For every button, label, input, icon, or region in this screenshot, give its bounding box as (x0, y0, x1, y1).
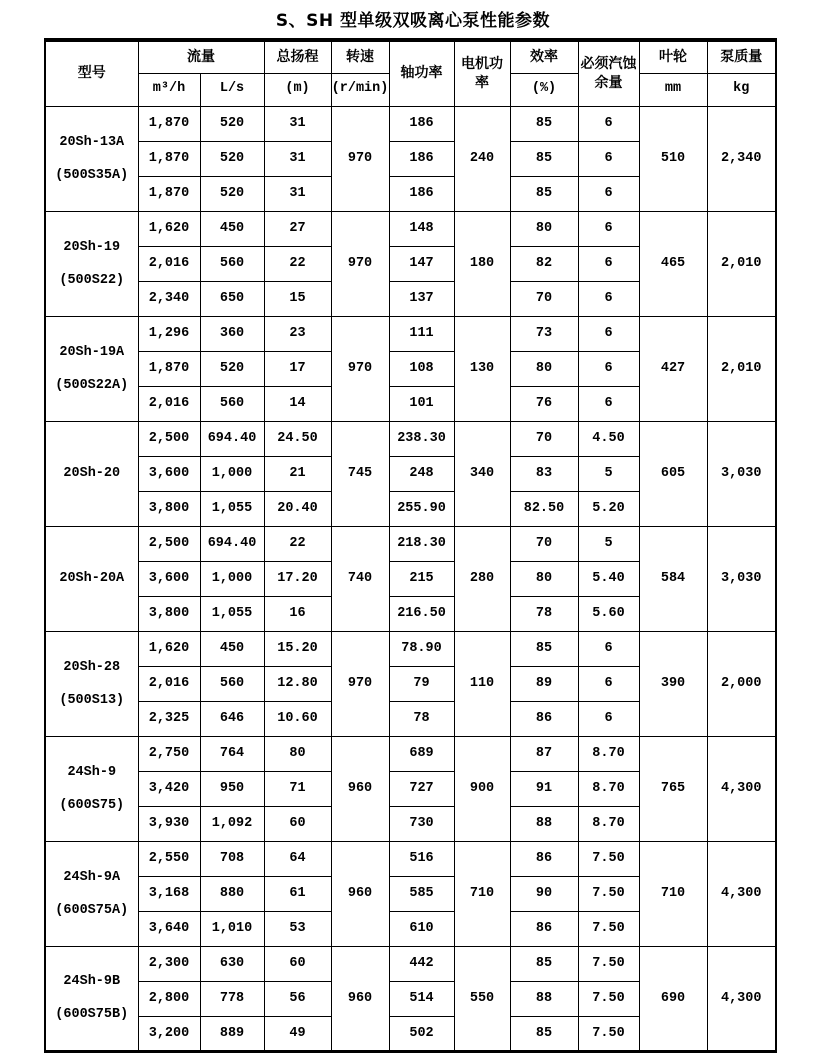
flow-ls-cell: 694.40 (200, 526, 264, 561)
model-subname: (600S75A) (55, 902, 129, 918)
col-header-flow-ls: L/s (200, 73, 264, 106)
efficiency-cell: 76 (510, 386, 578, 421)
flow-ls-cell: 560 (200, 666, 264, 701)
table-row (45, 421, 776, 456)
table-header (45, 40, 776, 106)
head-cell: 22 (264, 526, 331, 561)
shaft-power-cell: 78 (389, 701, 454, 736)
head-cell: 23 (264, 316, 331, 351)
npsh-cell: 6 (578, 141, 639, 176)
flow-ls-cell: 520 (200, 106, 264, 141)
head-cell: 17.20 (264, 561, 331, 596)
col-header-speed-unit: (r/min) (331, 73, 389, 106)
model-cell (45, 736, 138, 841)
impeller-cell: 584 (639, 526, 707, 631)
flow-m3h-cell: 2,300 (138, 946, 200, 981)
efficiency-cell: 83 (510, 456, 578, 491)
shaft-power-cell: 238.30 (389, 421, 454, 456)
mass-cell: 2,000 (707, 631, 776, 736)
flow-ls-cell: 520 (200, 351, 264, 386)
motor-power-cell: 130 (454, 316, 510, 421)
flow-ls-cell: 694.40 (200, 421, 264, 456)
npsh-cell: 5.60 (578, 596, 639, 631)
npsh-cell: 7.50 (578, 841, 639, 876)
model-name: 20Sh-28 (63, 659, 121, 675)
flow-ls-cell: 650 (200, 281, 264, 316)
col-header-impeller-unit: mm (639, 73, 707, 106)
model-subname: (500S35A) (55, 167, 129, 183)
impeller-cell: 465 (639, 211, 707, 316)
mass-cell: 4,300 (707, 736, 776, 841)
flow-m3h-cell: 3,930 (138, 806, 200, 841)
flow-m3h-cell: 2,550 (138, 841, 200, 876)
flow-m3h-cell: 2,325 (138, 701, 200, 736)
impeller-cell: 690 (639, 946, 707, 1051)
npsh-cell: 6 (578, 386, 639, 421)
npsh-cell: 6 (578, 631, 639, 666)
shaft-power-cell: 216.50 (389, 596, 454, 631)
head-cell: 21 (264, 456, 331, 491)
npsh-cell: 6 (578, 701, 639, 736)
npsh-cell: 7.50 (578, 876, 639, 911)
efficiency-cell: 80 (510, 561, 578, 596)
efficiency-cell: 85 (510, 946, 578, 981)
shaft-power-cell: 730 (389, 806, 454, 841)
shaft-power-cell: 610 (389, 911, 454, 946)
col-header-impeller: 叶轮 (639, 40, 707, 73)
efficiency-cell: 85 (510, 631, 578, 666)
impeller-cell: 710 (639, 841, 707, 946)
model-name: 20Sh-20 (63, 466, 121, 481)
flow-ls-cell: 1,010 (200, 911, 264, 946)
table-row (45, 106, 776, 141)
efficiency-cell: 70 (510, 526, 578, 561)
npsh-cell: 6 (578, 281, 639, 316)
flow-m3h-cell: 2,016 (138, 666, 200, 701)
model-subname: (600S75B) (55, 1007, 129, 1022)
shaft-power-cell: 585 (389, 876, 454, 911)
shaft-power-cell: 78.90 (389, 631, 454, 666)
shaft-power-cell: 111 (389, 316, 454, 351)
npsh-cell: 8.70 (578, 736, 639, 771)
efficiency-cell: 86 (510, 701, 578, 736)
shaft-power-cell: 186 (389, 176, 454, 211)
col-header-head-unit: (m) (264, 73, 331, 106)
flow-m3h-cell: 3,600 (138, 561, 200, 596)
npsh-cell: 6 (578, 666, 639, 701)
speed-cell: 740 (331, 526, 389, 631)
flow-m3h-cell: 2,500 (138, 421, 200, 456)
head-cell: 49 (264, 1016, 331, 1051)
model-name: 24Sh-9A (63, 869, 121, 885)
shaft-power-cell: 442 (389, 946, 454, 981)
mass-cell: 3,030 (707, 421, 776, 526)
speed-cell: 960 (331, 841, 389, 946)
model-name: 24Sh-9B (63, 974, 121, 989)
flow-m3h-cell: 2,750 (138, 736, 200, 771)
flow-ls-cell: 360 (200, 316, 264, 351)
head-cell: 10.60 (264, 701, 331, 736)
head-cell: 22 (264, 246, 331, 281)
motor-power-cell: 110 (454, 631, 510, 736)
head-cell: 17 (264, 351, 331, 386)
model-name: 20Sh-19 (63, 239, 121, 255)
table-row (45, 211, 776, 246)
head-cell: 64 (264, 841, 331, 876)
model-cell (45, 316, 138, 421)
flow-m3h-cell: 2,340 (138, 281, 200, 316)
shaft-power-cell: 255.90 (389, 491, 454, 526)
head-cell: 14 (264, 386, 331, 421)
table-row (45, 841, 776, 876)
npsh-cell: 6 (578, 211, 639, 246)
model-subname: (500S13) (59, 692, 125, 708)
npsh-cell: 8.70 (578, 771, 639, 806)
table-row (45, 946, 776, 981)
header-row-1 (45, 40, 776, 73)
speed-cell: 960 (331, 736, 389, 841)
col-header-flow-m3h: m³/h (138, 73, 200, 106)
head-cell: 31 (264, 106, 331, 141)
flow-m3h-cell: 1,620 (138, 211, 200, 246)
model-cell (45, 526, 138, 631)
head-cell: 61 (264, 876, 331, 911)
efficiency-cell: 73 (510, 316, 578, 351)
flow-ls-cell: 646 (200, 701, 264, 736)
model-cell (45, 106, 138, 211)
flow-ls-cell: 880 (200, 876, 264, 911)
head-cell: 15 (264, 281, 331, 316)
flow-m3h-cell: 3,600 (138, 456, 200, 491)
model-name: 24Sh-9 (67, 764, 117, 780)
flow-ls-cell: 630 (200, 946, 264, 981)
head-cell: 27 (264, 211, 331, 246)
table-row (45, 736, 776, 771)
speed-cell: 970 (331, 631, 389, 736)
shaft-power-cell: 502 (389, 1016, 454, 1051)
flow-m3h-cell: 1,296 (138, 316, 200, 351)
impeller-cell: 510 (639, 106, 707, 211)
shaft-power-cell: 186 (389, 141, 454, 176)
flow-ls-cell: 764 (200, 736, 264, 771)
efficiency-cell: 80 (510, 351, 578, 386)
flow-ls-cell: 450 (200, 631, 264, 666)
motor-power-cell: 550 (454, 946, 510, 1051)
mass-cell: 4,300 (707, 841, 776, 946)
impeller-cell: 427 (639, 316, 707, 421)
col-header-motor-power: 电机功率 (454, 40, 510, 106)
npsh-cell: 5.20 (578, 491, 639, 526)
flow-m3h-cell: 3,168 (138, 876, 200, 911)
motor-power-cell: 180 (454, 211, 510, 316)
shaft-power-cell: 137 (389, 281, 454, 316)
head-cell: 56 (264, 981, 331, 1016)
shaft-power-cell: 689 (389, 736, 454, 771)
npsh-cell: 6 (578, 176, 639, 211)
npsh-cell: 4.50 (578, 421, 639, 456)
efficiency-cell: 85 (510, 1016, 578, 1051)
impeller-cell: 390 (639, 631, 707, 736)
motor-power-cell: 280 (454, 526, 510, 631)
efficiency-cell: 89 (510, 666, 578, 701)
head-cell: 15.20 (264, 631, 331, 666)
shaft-power-cell: 218.30 (389, 526, 454, 561)
flow-m3h-cell: 2,016 (138, 246, 200, 281)
flow-ls-cell: 560 (200, 386, 264, 421)
flow-m3h-cell: 1,870 (138, 176, 200, 211)
speed-cell: 960 (331, 946, 389, 1051)
flow-ls-cell: 1,092 (200, 806, 264, 841)
efficiency-cell: 85 (510, 141, 578, 176)
shaft-power-cell: 148 (389, 211, 454, 246)
col-header-flow: 流量 (138, 40, 264, 73)
npsh-cell: 7.50 (578, 946, 639, 981)
model-subname: (500S22) (59, 272, 125, 288)
flow-ls-cell: 520 (200, 176, 264, 211)
efficiency-cell: 90 (510, 876, 578, 911)
model-subname: (600S75) (59, 797, 125, 813)
page-title: S、SH 型单级双吸离心泵性能参数 (275, 11, 551, 31)
shaft-power-cell: 147 (389, 246, 454, 281)
flow-m3h-cell: 1,870 (138, 351, 200, 386)
col-header-speed: 转速 (331, 40, 389, 73)
shaft-power-cell: 186 (389, 106, 454, 141)
mass-cell: 4,300 (707, 946, 776, 1051)
table-row (45, 631, 776, 666)
npsh-cell: 7.50 (578, 981, 639, 1016)
impeller-cell: 605 (639, 421, 707, 526)
npsh-cell: 5 (578, 526, 639, 561)
speed-cell: 970 (331, 211, 389, 316)
flow-ls-cell: 560 (200, 246, 264, 281)
flow-m3h-cell: 1,870 (138, 141, 200, 176)
flow-m3h-cell: 2,800 (138, 981, 200, 1016)
model-cell (45, 211, 138, 316)
col-header-mass: 泵质量 (707, 40, 776, 73)
flow-ls-cell: 1,055 (200, 596, 264, 631)
model-cell (45, 421, 138, 526)
col-header-head: 总扬程 (264, 40, 331, 73)
npsh-cell: 5 (578, 456, 639, 491)
table-row (45, 526, 776, 561)
efficiency-cell: 70 (510, 281, 578, 316)
npsh-cell: 6 (578, 106, 639, 141)
model-name: 20Sh-13A (59, 134, 125, 150)
speed-cell: 970 (331, 316, 389, 421)
head-cell: 53 (264, 911, 331, 946)
head-cell: 80 (264, 736, 331, 771)
head-cell: 16 (264, 596, 331, 631)
npsh-cell: 8.70 (578, 806, 639, 841)
shaft-power-cell: 101 (389, 386, 454, 421)
efficiency-cell: 86 (510, 841, 578, 876)
flow-m3h-cell: 2,500 (138, 526, 200, 561)
flow-ls-cell: 450 (200, 211, 264, 246)
model-subname: (500S22A) (55, 377, 129, 393)
head-cell: 31 (264, 176, 331, 211)
flow-ls-cell: 950 (200, 771, 264, 806)
flow-m3h-cell: 1,620 (138, 631, 200, 666)
flow-ls-cell: 1,000 (200, 456, 264, 491)
model-name: 20Sh-20A (59, 571, 125, 586)
flow-ls-cell: 1,000 (200, 561, 264, 596)
efficiency-cell: 88 (510, 806, 578, 841)
table-body (45, 106, 776, 1051)
mass-cell: 2,010 (707, 211, 776, 316)
head-cell: 12.80 (264, 666, 331, 701)
npsh-cell: 5.40 (578, 561, 639, 596)
mass-cell: 2,010 (707, 316, 776, 421)
shaft-power-cell: 215 (389, 561, 454, 596)
pump-parameters-table (44, 38, 777, 1053)
speed-cell: 745 (331, 421, 389, 526)
flow-m3h-cell: 2,016 (138, 386, 200, 421)
efficiency-cell: 87 (510, 736, 578, 771)
col-header-npsh: 必须汽蚀余量 (578, 40, 639, 106)
efficiency-cell: 86 (510, 911, 578, 946)
efficiency-cell: 82.50 (510, 491, 578, 526)
speed-cell: 970 (331, 106, 389, 211)
model-name: 20Sh-19A (59, 344, 125, 360)
impeller-cell: 765 (639, 736, 707, 841)
npsh-cell: 7.50 (578, 1016, 639, 1051)
flow-m3h-cell: 3,200 (138, 1016, 200, 1051)
shaft-power-cell: 79 (389, 666, 454, 701)
model-cell (45, 631, 138, 736)
npsh-cell: 6 (578, 316, 639, 351)
head-cell: 24.50 (264, 421, 331, 456)
shaft-power-cell: 727 (389, 771, 454, 806)
head-cell: 60 (264, 946, 331, 981)
col-header-efficiency: 效率 (510, 40, 578, 73)
motor-power-cell: 240 (454, 106, 510, 211)
efficiency-cell: 91 (510, 771, 578, 806)
flow-ls-cell: 520 (200, 141, 264, 176)
shaft-power-cell: 514 (389, 981, 454, 1016)
head-cell: 71 (264, 771, 331, 806)
col-header-efficiency-unit: (%) (510, 73, 578, 106)
flow-m3h-cell: 3,800 (138, 491, 200, 526)
table-row (45, 316, 776, 351)
efficiency-cell: 82 (510, 246, 578, 281)
col-header-model: 型号 (45, 40, 138, 106)
head-cell: 31 (264, 141, 331, 176)
flow-m3h-cell: 3,640 (138, 911, 200, 946)
col-header-mass-unit: kg (707, 73, 776, 106)
npsh-cell: 7.50 (578, 911, 639, 946)
shaft-power-cell: 516 (389, 841, 454, 876)
efficiency-cell: 70 (510, 421, 578, 456)
flow-ls-cell: 1,055 (200, 491, 264, 526)
col-header-shaft-power: 轴功率 (389, 40, 454, 106)
flow-ls-cell: 778 (200, 981, 264, 1016)
npsh-cell: 6 (578, 246, 639, 281)
efficiency-cell: 80 (510, 211, 578, 246)
flow-m3h-cell: 1,870 (138, 106, 200, 141)
mass-cell: 2,340 (707, 106, 776, 211)
head-cell: 20.40 (264, 491, 331, 526)
mass-cell: 3,030 (707, 526, 776, 631)
npsh-cell: 6 (578, 351, 639, 386)
model-cell (45, 946, 138, 1051)
flow-m3h-cell: 3,800 (138, 596, 200, 631)
flow-m3h-cell: 3,420 (138, 771, 200, 806)
flow-ls-cell: 889 (200, 1016, 264, 1051)
efficiency-cell: 85 (510, 176, 578, 211)
motor-power-cell: 900 (454, 736, 510, 841)
model-cell (45, 841, 138, 946)
shaft-power-cell: 248 (389, 456, 454, 491)
head-cell: 60 (264, 806, 331, 841)
shaft-power-cell: 108 (389, 351, 454, 386)
motor-power-cell: 340 (454, 421, 510, 526)
efficiency-cell: 78 (510, 596, 578, 631)
efficiency-cell: 85 (510, 106, 578, 141)
efficiency-cell: 88 (510, 981, 578, 1016)
motor-power-cell: 710 (454, 841, 510, 946)
flow-ls-cell: 708 (200, 841, 264, 876)
